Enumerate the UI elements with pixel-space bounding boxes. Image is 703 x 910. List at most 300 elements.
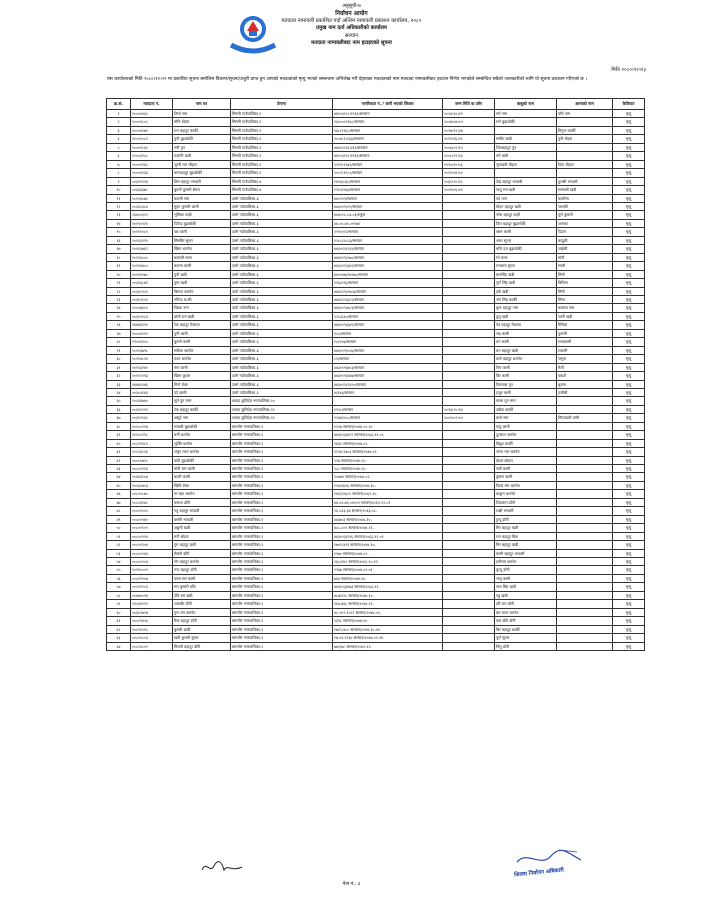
table-cell: दार्मा गाउँपालिका-६ bbox=[231, 262, 333, 270]
table-row bbox=[107, 405, 645, 413]
table-cell: ५३ bbox=[107, 549, 131, 557]
table-cell: दार्मा गाउँपालिका-६ bbox=[231, 236, 333, 244]
table-cell bbox=[443, 448, 495, 456]
table-cell: १८८ सल्यान/२०४४-१०- bbox=[333, 465, 443, 473]
table-cell: ४० bbox=[107, 439, 131, 447]
table-cell: ००३३०३८४ bbox=[131, 202, 173, 210]
column-header: नागरिकता नं. / जारी भएको जिल्ला bbox=[333, 99, 443, 110]
table-cell: १२८/६३०/सल्यान bbox=[333, 312, 443, 320]
table-row bbox=[107, 160, 645, 168]
table-cell: पाँचे नाम bbox=[557, 110, 613, 118]
table-cell: कुल बहादुर नाम bbox=[495, 304, 557, 312]
table-body bbox=[107, 110, 645, 651]
table-cell: १०१९०००९ bbox=[131, 566, 173, 574]
table-cell: २०५३।१०।२१ bbox=[443, 110, 495, 118]
table-cell: ८ bbox=[107, 169, 131, 177]
table-cell: मृत्यु bbox=[613, 600, 645, 608]
table-row bbox=[107, 515, 645, 523]
table-cell bbox=[557, 549, 613, 557]
table-cell: मृत्यु bbox=[613, 169, 645, 177]
table-cell: ४८-२०१-१०२१ सल्यान/२०४४-०१- bbox=[333, 608, 443, 616]
table-cell: ३२ bbox=[107, 372, 131, 380]
table-cell: रने मल्ल bbox=[495, 253, 557, 261]
table-cell: नाल सिंह खत्री bbox=[495, 583, 557, 591]
table-cell: १२ bbox=[107, 202, 131, 210]
table-cell: मिनो रोका bbox=[173, 380, 231, 388]
table-cell: १९०२/१६४/सल्यान bbox=[333, 186, 443, 194]
table-cell: ५० bbox=[107, 524, 131, 532]
table-cell: ००३२१९९४ bbox=[131, 177, 173, 185]
table-cell: बागचौर नगरपालिका-१ bbox=[231, 549, 333, 557]
table-row bbox=[107, 372, 645, 380]
table-cell: शारदा कुलिदेव नगरपालिका-११ bbox=[231, 405, 333, 413]
table-cell: ६३ bbox=[107, 634, 131, 642]
table-cell bbox=[557, 608, 613, 616]
table-cell: पदे कामी bbox=[173, 388, 231, 396]
table-cell: ००३३३३७८ bbox=[131, 186, 173, 194]
table-cell bbox=[557, 448, 613, 456]
table-cell: ४७ bbox=[107, 498, 131, 506]
table-cell: ००३१०१८३ bbox=[131, 312, 173, 320]
table-cell: निरु कामी bbox=[495, 363, 557, 371]
table-row bbox=[107, 422, 645, 430]
table-cell: ००८०१९१४ bbox=[131, 532, 173, 540]
table-cell bbox=[557, 583, 613, 591]
table-cell: बागचौर नगरपालिका-१ bbox=[231, 524, 333, 532]
table-cell bbox=[443, 465, 495, 473]
notice-date: मिति २०८०।१२।१३ bbox=[611, 67, 646, 73]
table-cell: दार्मा गाउँपालिका-६ bbox=[231, 355, 333, 363]
table-row bbox=[107, 574, 645, 582]
table-cell: २००७।०४।०५ bbox=[443, 118, 495, 126]
table-cell: राधाकामी bbox=[557, 338, 613, 346]
table-cell: १९७० सल्यान/२०४४-०२- bbox=[333, 549, 443, 557]
table-row bbox=[107, 126, 645, 134]
appendix-label: अनुसूची-७ bbox=[342, 3, 361, 9]
table-cell: ५२ bbox=[107, 541, 131, 549]
table-cell: ३ bbox=[107, 126, 131, 134]
table-cell: मृत्यु bbox=[613, 388, 645, 396]
table-cell: पूर्ण कुमारी bbox=[557, 211, 613, 219]
table-cell: तिल बहादुर बुढाथोकी bbox=[495, 219, 557, 227]
table-cell: ३८ bbox=[107, 422, 131, 430]
table-cell: सिमा bbox=[557, 295, 613, 303]
table-row bbox=[107, 363, 645, 371]
table-cell: मृत्यु bbox=[613, 194, 645, 202]
table-cell: १२७ सल्यान/२०४४-१०- bbox=[333, 456, 443, 464]
table-cell: दार्मा गाउँपालिका-६ bbox=[231, 321, 333, 329]
table-cell: ६४ bbox=[107, 642, 131, 650]
table-row bbox=[107, 524, 645, 532]
table-cell: ४४३०१९/६७१/सल्यान bbox=[333, 321, 443, 329]
table-cell: मृत्यु bbox=[613, 262, 645, 270]
table-cell: ४४३०२३/९९६ सल्यान/२०६३-१९-०१ bbox=[333, 532, 443, 540]
table-cell: ४४३०१९/५०६/सल्यान bbox=[333, 346, 443, 354]
table-cell: ४४३०१९/३४१/सल्यान bbox=[333, 262, 443, 270]
table-cell: मृत्यु bbox=[613, 473, 645, 481]
table-cell: ००३०२७२७ bbox=[131, 608, 173, 616]
table-cell: टिकाराम डाँगी bbox=[495, 498, 557, 506]
table-cell: १६ bbox=[107, 236, 131, 244]
table-cell: दार्मा गाउँपालिका-६ bbox=[231, 338, 333, 346]
table-cell: ७६४ सल्यान/२०४४-१०- bbox=[333, 574, 443, 582]
table-cell: मृत्यु bbox=[613, 465, 645, 473]
table-cell: पुनासी bbox=[557, 329, 613, 337]
table-cell bbox=[443, 279, 495, 287]
table-cell: गंगा कामी bbox=[173, 363, 231, 371]
table-cell: सिमनी गाउँपालिका-१ bbox=[231, 152, 333, 160]
table-cell: बागचौर नगरपालिका-१ bbox=[231, 642, 333, 650]
table-cell: ४८ bbox=[107, 507, 131, 515]
table-cell: मृत्यु bbox=[613, 397, 645, 405]
table-row bbox=[107, 490, 645, 498]
table-cell: मृत्यु bbox=[613, 490, 645, 498]
table-cell: पूर्ण सिंह खत्री bbox=[495, 279, 557, 287]
table-cell: मृत्यु bbox=[613, 456, 645, 464]
table-cell: २००८।१२।१३ bbox=[443, 152, 495, 160]
table-cell: दार्मा गाउँपालिका-६ bbox=[231, 287, 333, 295]
table-row bbox=[107, 194, 645, 202]
table-row bbox=[107, 253, 645, 261]
table-cell: १०००१४३० bbox=[131, 110, 173, 118]
table-cell bbox=[443, 524, 495, 532]
table-cell bbox=[443, 253, 495, 261]
table-cell: १०११३००८ bbox=[131, 253, 173, 261]
table-cell bbox=[443, 245, 495, 253]
table-cell: ३३ bbox=[107, 380, 131, 388]
table-cell: १०१९०९२१ bbox=[131, 219, 173, 227]
table-cell: मानसिंह खत्री bbox=[495, 270, 557, 278]
table-cell: दार्मा गाउँपालिका-६ bbox=[231, 228, 333, 236]
table-cell: ४४३०१९/३८१/सल्यान bbox=[333, 295, 443, 303]
table-cell: दिप्रक नाम bbox=[173, 304, 231, 312]
table-cell: मोहन बहादुर खत्री bbox=[495, 202, 557, 210]
table-cell: डोली राम खत्री bbox=[173, 312, 231, 320]
table-cell: सिमनी गाउँपालिका-४ bbox=[231, 177, 333, 185]
table-cell bbox=[443, 574, 495, 582]
table-cell: ००८००७२८ bbox=[131, 456, 173, 464]
table-cell: १०८४३७४० bbox=[131, 397, 173, 405]
table-cell: १२८८/२८८३/सल्यान bbox=[333, 236, 443, 244]
table-cell: दुल्लाल थलनेत bbox=[495, 431, 557, 439]
table-row bbox=[107, 152, 645, 160]
table-row bbox=[107, 118, 645, 126]
table-cell bbox=[557, 473, 613, 481]
table-cell: १४३-७४८ सल्यान/२०४४-१२- bbox=[333, 600, 443, 608]
table-cell: सबिता थलनेत bbox=[173, 346, 231, 354]
column-header: मतदाता नं. bbox=[131, 99, 173, 110]
table-cell: जंग सिंह कार्की bbox=[495, 295, 557, 303]
table-cell: बागचौर नगरपालिका-१ bbox=[231, 583, 333, 591]
table-cell: १०००४१३३ bbox=[131, 169, 173, 177]
table-cell: मृत्यु bbox=[613, 439, 645, 447]
table-cell: १८ bbox=[107, 253, 131, 261]
table-cell bbox=[443, 625, 495, 633]
table-cell bbox=[443, 431, 495, 439]
table-cell: जाईली bbox=[557, 245, 613, 253]
table-cell: १०११३०७२ bbox=[131, 194, 173, 202]
table-cell bbox=[333, 397, 443, 405]
table-cell: नमी पुन bbox=[173, 143, 231, 151]
table-cell: ००८०९४०६ bbox=[131, 617, 173, 625]
table-cell: ४/१४३/सल्यान bbox=[333, 388, 443, 396]
table-cell: नरेश बहादुर शाही bbox=[495, 211, 557, 219]
table-cell: मृत्यु bbox=[613, 312, 645, 320]
table-cell: ९६८।१९६८/सल्यान bbox=[333, 126, 443, 134]
table-cell: ३९ bbox=[107, 431, 131, 439]
table-cell: १५ bbox=[107, 228, 131, 236]
table-cell: मैली bbox=[557, 363, 613, 371]
table-cell bbox=[557, 456, 613, 464]
table-row bbox=[107, 321, 645, 329]
table-cell: कमला डाँगी bbox=[173, 498, 231, 506]
table-cell: मृत्यु bbox=[613, 160, 645, 168]
table-cell: दिपेन्द्र बुढाथोकी bbox=[173, 219, 231, 227]
table-cell: ४४३०१९/१३२/सल्यान bbox=[333, 245, 443, 253]
table-row bbox=[107, 110, 645, 118]
table-cell: ४४३०१९/१७०/सल्यान bbox=[333, 253, 443, 261]
table-cell: सुर्य पुन मगर bbox=[173, 397, 231, 405]
table-cell: मृत्यु bbox=[613, 270, 645, 278]
table-cell: कामला नाम bbox=[557, 304, 613, 312]
notice-title: मतदाता नामावलीबाट नाम हटाइएको सूचना bbox=[311, 40, 392, 46]
table-cell: कलमा कामी bbox=[173, 262, 231, 270]
removed-voters-table bbox=[106, 98, 645, 651]
election-office-logo bbox=[225, 11, 281, 55]
table-cell bbox=[557, 439, 613, 447]
table-cell: १०११३२४१ bbox=[131, 363, 173, 371]
table-cell bbox=[443, 515, 495, 523]
table-cell bbox=[443, 295, 495, 303]
table-cell: १०००२९६१ bbox=[131, 160, 173, 168]
table-cell: शारदा कुलिदेव नगरपालिका-११ bbox=[231, 414, 333, 422]
table-cell: सिमनी गाउँपालिका-१ bbox=[231, 160, 333, 168]
table-cell: मृत्यु bbox=[613, 541, 645, 549]
table-cell: मृत्यु bbox=[613, 355, 645, 363]
table-cell: ४४३०२३/४१२ सल्यान/२०६३-१९-०८ bbox=[333, 431, 443, 439]
table-cell: २१ bbox=[107, 279, 131, 287]
table-cell: कर्ण बहादुर थलनेत bbox=[495, 355, 557, 363]
table-cell: ५६ bbox=[107, 574, 131, 582]
table-cell: पालु राम खत्री bbox=[495, 186, 557, 194]
table-cell: कलमी नाम bbox=[173, 194, 231, 202]
table-cell: सिमनी गाउँपालिका-१ bbox=[231, 169, 333, 177]
table-cell: १० bbox=[107, 186, 131, 194]
column-header: ठेगाना bbox=[231, 99, 333, 110]
table-cell: ४४३०१९/४४७/सल्यान bbox=[333, 372, 443, 380]
table-cell: धर्मी थलनेत bbox=[173, 431, 231, 439]
table-cell: ठाकुरा थलनेत bbox=[495, 490, 557, 498]
table-cell: धासे नाम bbox=[495, 414, 557, 422]
table-cell: २००६।०९।१५ bbox=[443, 143, 495, 151]
table-cell: बागचौर नगरपालिका-१ bbox=[231, 473, 333, 481]
table-row bbox=[107, 532, 645, 540]
table-cell: धन कामी bbox=[495, 338, 557, 346]
table-cell: टेक बहादुर रोकाया bbox=[173, 321, 231, 329]
table-cell: १०८२।१९८०/सल्यान bbox=[333, 169, 443, 177]
table-cell: ६० bbox=[107, 608, 131, 616]
table-cell: १०००४२७१ bbox=[131, 126, 173, 134]
table-cell: ००३११९३० bbox=[131, 414, 173, 422]
table-cell: ५७ bbox=[107, 583, 131, 591]
table-cell bbox=[557, 591, 613, 599]
table-cell: १४१३/८६८/सल्यान bbox=[333, 177, 443, 185]
table-cell bbox=[443, 439, 495, 447]
table-cell: जुनखत्री चौहान bbox=[495, 160, 557, 168]
table-row bbox=[107, 202, 645, 210]
table-cell: मृत्यु bbox=[613, 549, 645, 557]
table-cell: तुलसी भण्डारी bbox=[557, 177, 613, 185]
table-cell: नितलाल पुन bbox=[495, 380, 557, 388]
table-cell: ००८११९०७ bbox=[131, 574, 173, 582]
table-cell: रत्न बहादुर बिक bbox=[495, 532, 557, 540]
table-cell: ००३१०१०१ bbox=[131, 295, 173, 303]
table-cell: कलाली मल्ल bbox=[173, 253, 231, 261]
table-cell: दबीक कार्की bbox=[495, 405, 557, 413]
table-cell: २५ bbox=[107, 312, 131, 320]
table-cell: १०११४८२४ bbox=[131, 355, 173, 363]
table-cell: धन बहादुर खत्री bbox=[495, 346, 557, 354]
table-cell: पासा राम कामी bbox=[173, 574, 231, 582]
table-cell: बागचौर नगरपालिका-१ bbox=[231, 448, 333, 456]
table-cell bbox=[443, 498, 495, 506]
table-row bbox=[107, 456, 645, 464]
table-cell: दार्मा गाउँपालिका-६ bbox=[231, 372, 333, 380]
table-cell: सिनी bbox=[557, 270, 613, 278]
table-cell: मोती राम कामी bbox=[173, 465, 231, 473]
table-cell: रत्ने बुढाथोकी bbox=[495, 118, 557, 126]
table-cell bbox=[443, 219, 495, 227]
column-header: आमाको नाम bbox=[557, 99, 613, 110]
table-cell: ५५ bbox=[107, 566, 131, 574]
table-cell: ५१ bbox=[107, 532, 131, 540]
table-cell: दार्मा गाउँपालिका-६ bbox=[231, 312, 333, 320]
table-cell: हनीराम थलनेत bbox=[495, 558, 557, 566]
table-cell: मृत्यु bbox=[613, 507, 645, 515]
table-cell: ९ bbox=[107, 177, 131, 185]
table-cell: मुहन कुमारी कामी bbox=[173, 202, 231, 210]
table-cell: पदमनि खत्री bbox=[173, 152, 231, 160]
table-cell: पातु कामी bbox=[495, 422, 557, 430]
table-cell: दार्मा गाउँपालिका-६ bbox=[231, 194, 333, 202]
table-cell: गुम बहादुर खत्री bbox=[173, 541, 231, 549]
table-cell: मृत्यु bbox=[613, 431, 645, 439]
table-cell bbox=[443, 456, 495, 464]
table-cell: १९९५।१०।०६ bbox=[443, 160, 495, 168]
table-cell: ९८८/सल्यान bbox=[333, 329, 443, 337]
table-cell bbox=[443, 558, 495, 566]
table-cell bbox=[557, 507, 613, 515]
table-cell bbox=[443, 397, 495, 405]
table-cell: ४१ bbox=[107, 448, 131, 456]
table-cell: १३९८ सल्यान/२०४४-१०- bbox=[333, 617, 443, 625]
table-cell: मृत्यु bbox=[613, 126, 645, 134]
table-cell: १०११४४८० bbox=[131, 262, 173, 270]
table-row bbox=[107, 566, 645, 574]
table-cell: मृत्यु bbox=[613, 143, 645, 151]
table-cell bbox=[557, 634, 613, 642]
table-cell: असुदे नाम bbox=[173, 414, 231, 422]
table-row bbox=[107, 397, 645, 405]
table-row bbox=[107, 143, 645, 151]
table-cell: मृत्यु bbox=[613, 177, 645, 185]
table-cell: १४ bbox=[107, 219, 131, 227]
table-cell: पन्न कामी bbox=[173, 228, 231, 236]
table-cell: मृत्यु bbox=[613, 372, 645, 380]
table-row bbox=[107, 591, 645, 599]
table-cell: ००८०२००५ bbox=[131, 507, 173, 515]
table-cell: सिमनी गाउँपालिका-१ bbox=[231, 110, 333, 118]
table-cell: बागचौर नगरपालिका-१ bbox=[231, 558, 333, 566]
table-cell: दार्मा गाउँपालिका-६ bbox=[231, 295, 333, 303]
table-cell bbox=[443, 228, 495, 236]
table-cell: २००१।०१।०५ bbox=[443, 414, 495, 422]
table-cell: साली bbox=[557, 262, 613, 270]
table-cell: बिर कामी bbox=[495, 372, 557, 380]
table-cell: मृत्यु bbox=[613, 532, 645, 540]
table-cell bbox=[443, 549, 495, 557]
table-cell: टेक बहादुर कार्की bbox=[173, 405, 231, 413]
table-cell: १३ bbox=[107, 211, 131, 219]
table-cell: बागचौर नगरपालिका-१ bbox=[231, 490, 333, 498]
table-cell: मृत्यु bbox=[613, 405, 645, 413]
table-cell: २०००७३८१ bbox=[131, 304, 173, 312]
table-cell: बागचौर नगरपालिका-१ bbox=[231, 566, 333, 574]
table-cell: मृत्यु bbox=[613, 566, 645, 574]
table-cell: दार्मा गाउँपालिका-६ bbox=[231, 380, 333, 388]
table-cell bbox=[443, 532, 495, 540]
table-cell: ५४ bbox=[107, 558, 131, 566]
table-cell: रत्नाराम सुनार bbox=[495, 262, 557, 270]
table-cell: १०११३७६९ bbox=[131, 245, 173, 253]
table-cell: धुलना bbox=[557, 380, 613, 388]
table-cell: दार्मा गाउँपालिका-६ bbox=[231, 245, 333, 253]
table-cell bbox=[443, 617, 495, 625]
table-cell: २६ bbox=[107, 321, 131, 329]
table-cell: ००३१६८७९ bbox=[131, 279, 173, 287]
table-cell: मृत्यु bbox=[613, 515, 645, 523]
table-cell: दार्मा गाउँपालिका-६ bbox=[231, 219, 333, 227]
table-row bbox=[107, 236, 645, 244]
table-cell: हजुर कामी bbox=[495, 388, 557, 396]
table-cell: ००८०१९०९ bbox=[131, 524, 173, 532]
table-cell: १०००१८८८ bbox=[131, 118, 173, 126]
table-cell bbox=[443, 355, 495, 363]
table-cell bbox=[557, 405, 613, 413]
table-cell bbox=[443, 270, 495, 278]
table-cell: पुनी खत्री bbox=[173, 270, 231, 278]
table-cell: मृत्यु bbox=[613, 422, 645, 430]
table-cell: मृत्यु bbox=[613, 321, 645, 329]
table-cell: १९२८/सल्यान bbox=[333, 405, 443, 413]
table-cell: मृत्यु bbox=[613, 380, 645, 388]
table-cell: बागचौर नगरपालिका-१ bbox=[231, 422, 333, 430]
table-row bbox=[107, 270, 645, 278]
table-cell: रत्न बहादुर कार्की bbox=[173, 126, 231, 134]
table-row bbox=[107, 135, 645, 143]
table-cell: ४२ bbox=[107, 456, 131, 464]
table-row bbox=[107, 642, 645, 650]
table-cell: चलि दत्त बुढाथोकी bbox=[495, 245, 557, 253]
table-cell: काली कामी bbox=[173, 473, 231, 481]
table-cell: मृत्यु bbox=[613, 236, 645, 244]
table-cell: ४४३०१९/१३१०/सल्यान bbox=[333, 380, 443, 388]
table-row bbox=[107, 558, 645, 566]
table-cell bbox=[443, 541, 495, 549]
table-row bbox=[107, 549, 645, 557]
table-cell: ३६ bbox=[107, 405, 131, 413]
table-row bbox=[107, 600, 645, 608]
